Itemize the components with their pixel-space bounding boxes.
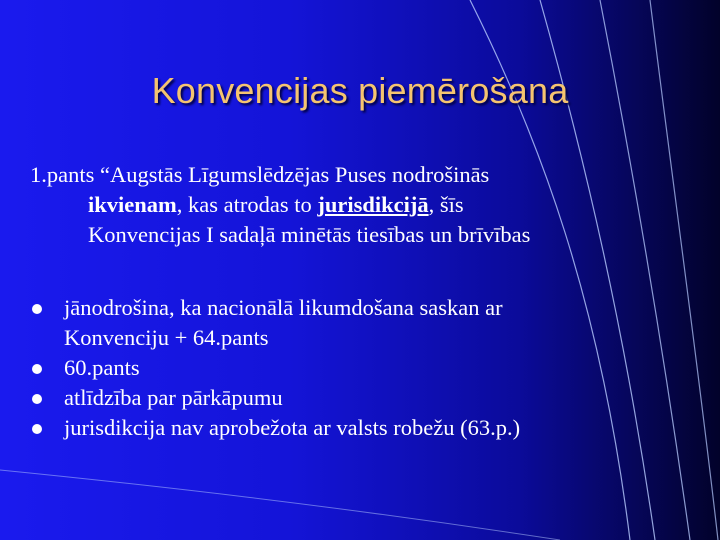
paragraph-line-2-middle: , kas atrodas to: [176, 192, 318, 217]
paragraph-line-1: 1.pants “Augstās Līgumslēdzējas Puses nodrošinās: [30, 162, 490, 187]
bullet-text: atlīdzība par pārkāpumu: [64, 385, 283, 410]
bullet-item: [32, 413, 676, 443]
bullet-text-continuation: Konvenciju + 64.pants: [64, 325, 269, 350]
paragraph-line-3: Konvencijas I sadaļā minētās tiesības un brīvības: [88, 222, 531, 247]
bullet-item: [32, 383, 676, 413]
decorative-curve-5: [0, 470, 560, 540]
bullet-text: jurisdikcija nav aprobežota ar valsts robežu (63.p.): [64, 415, 521, 440]
bullet-item: [32, 293, 676, 353]
emphasis-ikvienam: ikvienam: [88, 192, 177, 217]
bullet-text: jānodrošina, ka nacionālā likumdošana saskan ar: [64, 295, 503, 320]
bullet-dot-icon: [32, 394, 42, 404]
intro-paragraph: [30, 160, 656, 250]
bullet-dot-icon: [32, 304, 42, 314]
paragraph-line-2: [56, 190, 656, 220]
slide-title: Konvencijas piemērošana: [151, 70, 569, 111]
bullet-dot-icon: [32, 364, 42, 374]
bullet-list: [56, 293, 676, 443]
bullet-item: [32, 353, 676, 383]
paragraph-line-2-end: , šīs: [428, 192, 464, 217]
bullet-dot-icon: [32, 424, 42, 434]
emphasis-jurisdikcija: jurisdikcijā: [317, 192, 429, 217]
bullet-text: 60.pants: [64, 355, 140, 380]
